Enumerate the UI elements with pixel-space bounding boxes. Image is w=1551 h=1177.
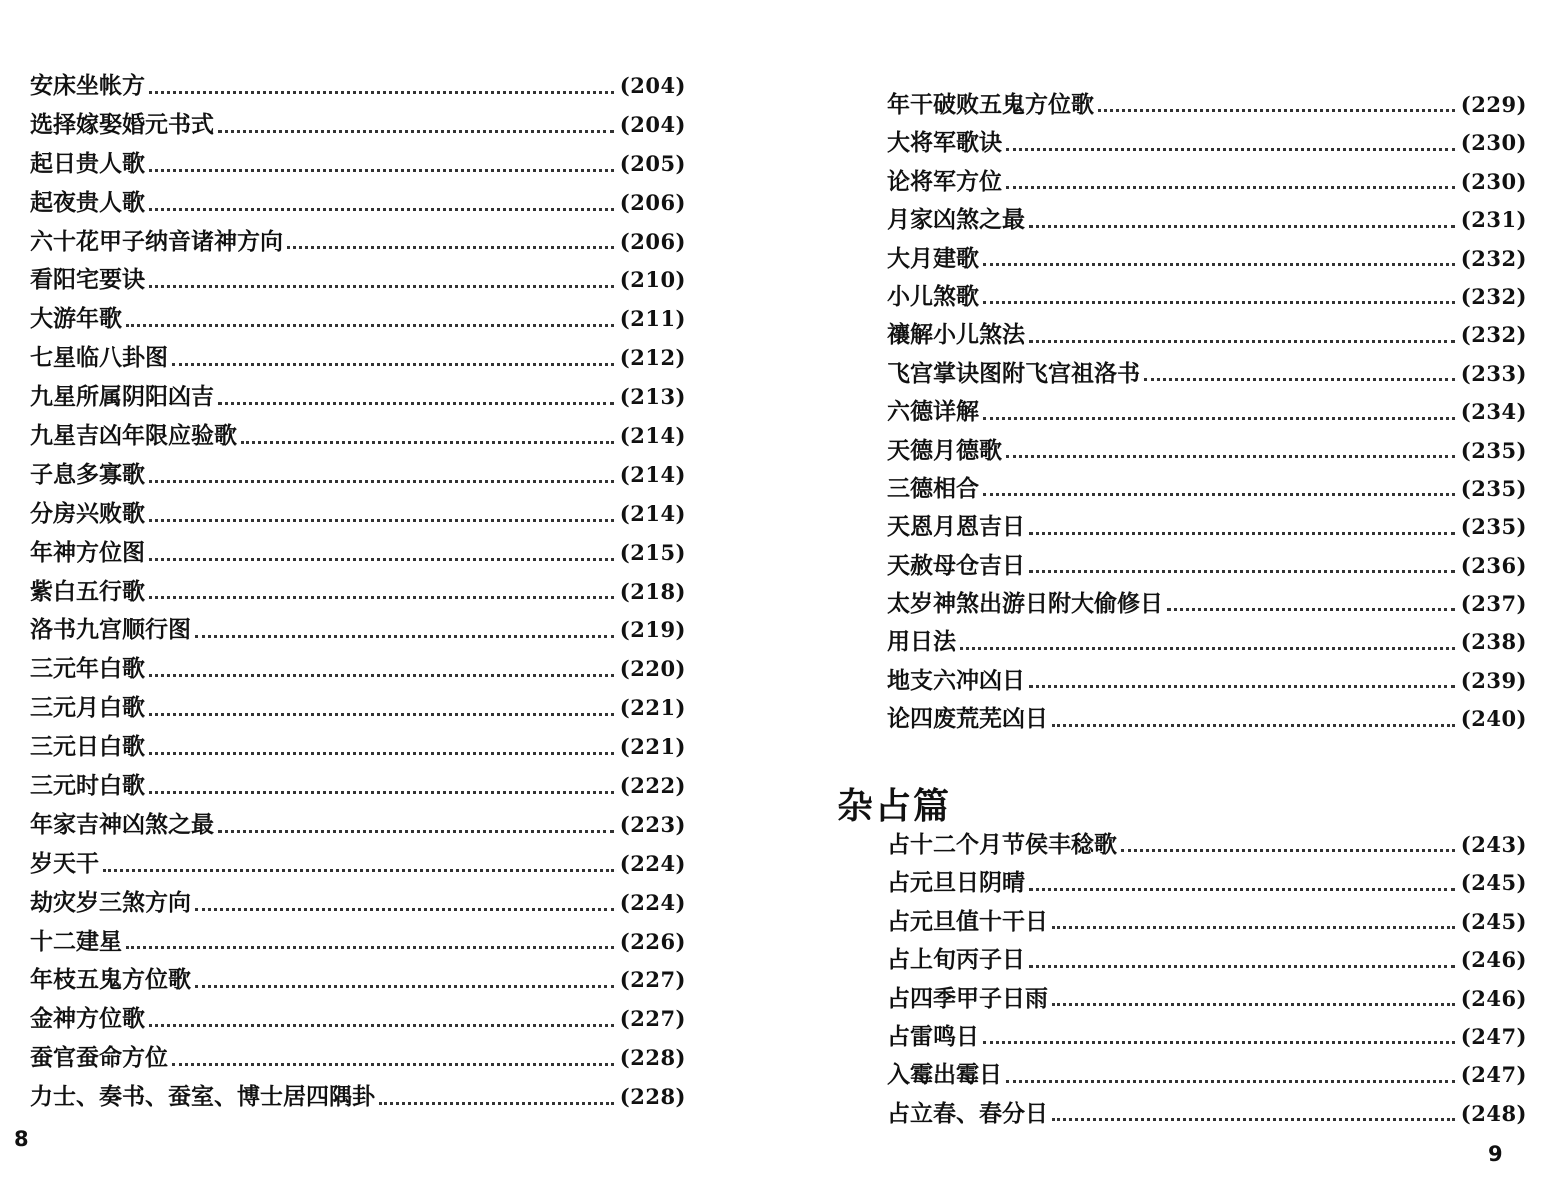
dot-leader (379, 1102, 614, 1105)
toc-entry (887, 585, 1527, 623)
entry-title: 起夜贵人歌 (30, 188, 145, 216)
toc-entry (887, 316, 1527, 354)
dot-leader (126, 324, 614, 327)
entry-page-number: (235) (1460, 475, 1527, 501)
entry-page-number: (230) (1460, 168, 1527, 194)
page-number-left: 8 (14, 1127, 29, 1151)
entry-page-number: (227) (619, 967, 686, 993)
page-number-right: 9 (1488, 1142, 1503, 1166)
dot-leader (149, 519, 614, 522)
entry-title: 洛书九宫顺行图 (30, 616, 191, 644)
toc-entry (30, 728, 686, 767)
dot-leader (149, 713, 614, 716)
entry-title: 岁天干 (30, 849, 99, 877)
entry-title: 三德相合 (887, 474, 979, 502)
dot-leader (149, 1024, 614, 1027)
toc-entry (887, 393, 1527, 431)
entry-title: 入霉出霉日 (887, 1061, 1002, 1089)
toc-entry (30, 1078, 686, 1117)
toc-entry (887, 201, 1527, 239)
dot-leader (1144, 378, 1455, 381)
dot-leader (103, 869, 614, 872)
toc-entry (30, 223, 686, 262)
toc-entry (30, 300, 686, 339)
entry-title: 年干破败五鬼方位歌 (887, 90, 1094, 118)
dot-leader (1029, 570, 1455, 573)
entry-title: 九星所属阴阳凶吉 (30, 383, 214, 411)
entry-title: 子息多寡歌 (30, 460, 145, 488)
entry-title: 天德月德歌 (887, 436, 1002, 464)
dot-leader (218, 830, 614, 833)
entry-page-number: (219) (619, 617, 686, 643)
left-page (0, 0, 775, 1177)
entry-title: 天赦母仓吉日 (887, 551, 1025, 579)
entry-page-number: (214) (619, 423, 686, 448)
entry-page-number: (238) (1460, 629, 1527, 655)
toc-entry (887, 240, 1527, 278)
toc-entry (887, 623, 1527, 661)
toc-entry (887, 163, 1527, 201)
entry-title: 占雷鸣日 (887, 1022, 979, 1050)
entry-title: 占元旦值十干日 (887, 907, 1048, 935)
toc-entry (887, 826, 1527, 864)
toc-entry (30, 534, 686, 573)
entry-page-number: (205) (619, 150, 686, 176)
entry-page-number: (212) (619, 345, 686, 371)
toc-entry (30, 1000, 686, 1039)
entry-page-number: (214) (619, 461, 686, 487)
entry-page-number: (235) (1460, 437, 1527, 463)
dot-leader (149, 791, 614, 794)
entry-page-number: (230) (1460, 130, 1527, 156)
toc-entry (30, 573, 686, 612)
toc-list-right (887, 86, 1527, 739)
entry-page-number: (224) (619, 889, 686, 915)
entry-page-number: (232) (1460, 245, 1527, 271)
toc-entry (887, 432, 1527, 470)
entry-title: 力士、奏书、蚕室、博士居四隅卦 (30, 1083, 375, 1111)
entry-page-number: (204) (619, 111, 686, 137)
dot-leader (149, 752, 614, 755)
entry-page-number: (247) (1460, 1062, 1527, 1088)
entry-page-number: (204) (619, 72, 686, 98)
toc-entry (30, 339, 686, 378)
entry-title: 金神方位歌 (30, 1005, 145, 1033)
toc-entry (887, 662, 1527, 700)
entry-page-number: (232) (1460, 322, 1527, 348)
toc-entry (30, 378, 686, 417)
toc-entry (887, 864, 1527, 902)
dot-leader (983, 1041, 1455, 1044)
entry-title: 论将军方位 (887, 167, 1002, 195)
entry-title: 看阳宅要诀 (30, 266, 145, 294)
toc-entry (30, 67, 686, 106)
entry-title: 小儿煞歌 (887, 282, 979, 310)
entry-title: 占四季甲子日雨 (887, 984, 1048, 1012)
toc-entry (30, 689, 686, 728)
dot-leader (1029, 965, 1455, 968)
entry-title: 月家凶煞之最 (887, 206, 1025, 234)
entry-page-number: (236) (1460, 552, 1527, 578)
entry-page-number: (228) (619, 1045, 686, 1071)
entry-page-number: (206) (619, 189, 686, 215)
entry-title: 安床坐帐方 (30, 71, 145, 99)
entry-title: 紫白五行歌 (30, 577, 145, 605)
dot-leader (195, 908, 614, 911)
entry-title: 六德详解 (887, 398, 979, 426)
entry-page-number: (248) (1460, 1100, 1527, 1126)
toc-entry (887, 980, 1527, 1018)
toc-entry (30, 417, 686, 456)
entry-page-number: (206) (619, 228, 686, 254)
dot-leader (1029, 340, 1455, 343)
entry-title: 三元日白歌 (30, 733, 145, 761)
toc-entry (887, 470, 1527, 508)
entry-page-number: (245) (1460, 870, 1527, 896)
toc-entry (887, 1095, 1527, 1133)
toc-entry (30, 456, 686, 495)
entry-page-number: (246) (1460, 947, 1527, 973)
toc-list-section (887, 826, 1527, 1133)
toc-entry (30, 884, 686, 923)
dot-leader (149, 208, 614, 211)
toc-entry (887, 903, 1527, 941)
dot-leader (1052, 1118, 1455, 1121)
toc-entry (887, 1056, 1527, 1094)
entry-page-number: (223) (619, 811, 686, 837)
dot-leader (241, 441, 614, 444)
dot-leader (1006, 148, 1455, 151)
entry-page-number: (211) (619, 306, 686, 332)
dot-leader (126, 946, 614, 949)
entry-title: 选择嫁娶婚元书式 (30, 110, 214, 138)
toc-list-left (30, 67, 686, 1117)
dot-leader (1052, 724, 1455, 727)
entry-title: 劫灾岁三煞方向 (30, 888, 191, 916)
entry-title: 九星吉凶年限应验歌 (30, 422, 237, 449)
entry-title: 起日贵人歌 (30, 149, 145, 177)
dot-leader (983, 493, 1455, 496)
section-heading: 杂占篇 (837, 785, 952, 827)
entry-page-number: (215) (619, 539, 686, 565)
toc-entry (887, 508, 1527, 546)
entry-page-number: (232) (1460, 283, 1527, 309)
dot-leader (983, 301, 1455, 304)
dot-leader (195, 985, 614, 988)
entry-title: 大游年歌 (30, 305, 122, 333)
dot-leader (149, 169, 614, 172)
dot-leader (1052, 1003, 1455, 1006)
dot-leader (172, 1063, 614, 1066)
toc-entry (887, 941, 1527, 979)
toc-entry (30, 106, 686, 145)
toc-entry (887, 547, 1527, 585)
dot-leader (149, 596, 614, 599)
dot-leader (218, 130, 614, 133)
entry-title: 太岁神煞出游日附大偷修日 (887, 590, 1163, 618)
entry-title: 六十花甲子纳音诸神方向 (30, 227, 283, 255)
dot-leader (983, 263, 1455, 266)
toc-entry (30, 184, 686, 223)
entry-title: 三元月白歌 (30, 694, 145, 722)
entry-title: 蚕官蚕命方位 (30, 1044, 168, 1072)
toc-entry (887, 700, 1527, 738)
entry-page-number: (240) (1460, 706, 1527, 732)
entry-title: 十二建星 (30, 927, 122, 955)
dot-leader (1029, 225, 1455, 228)
dot-leader (1006, 186, 1455, 189)
entry-title: 飞宫掌诀图附飞宫祖洛书 (887, 359, 1140, 387)
entry-page-number: (214) (619, 500, 686, 526)
entry-page-number: (245) (1460, 908, 1527, 934)
dot-leader (1029, 888, 1455, 891)
entry-page-number: (221) (619, 695, 686, 721)
dot-leader (1029, 685, 1455, 688)
entry-title: 三元年白歌 (30, 655, 145, 683)
toc-entry (887, 1018, 1527, 1056)
entry-page-number: (221) (619, 734, 686, 760)
toc-entry (30, 261, 686, 300)
entry-page-number: (213) (619, 384, 686, 410)
entry-page-number: (247) (1460, 1023, 1527, 1049)
entry-title: 占上旬丙子日 (887, 946, 1025, 974)
toc-entry (30, 923, 686, 962)
dot-leader (172, 363, 614, 366)
entry-title: 地支六冲凶日 (887, 666, 1025, 694)
dot-leader (1006, 455, 1455, 458)
toc-entry (30, 145, 686, 184)
dot-leader (195, 635, 614, 638)
entry-title: 大将军歌诀 (887, 129, 1002, 157)
entry-page-number: (243) (1460, 831, 1527, 857)
dot-leader (149, 674, 614, 677)
entry-page-number: (226) (619, 928, 686, 954)
entry-title: 三元时白歌 (30, 772, 145, 800)
toc-entry (30, 650, 686, 689)
right-page (775, 0, 1551, 1177)
dot-leader (1121, 849, 1455, 852)
entry-page-number: (234) (1460, 399, 1527, 425)
entry-page-number: (218) (619, 578, 686, 604)
entry-page-number: (228) (619, 1084, 686, 1110)
toc-entry (887, 278, 1527, 316)
entry-title: 占立春、春分日 (887, 1099, 1048, 1127)
entry-title: 用日法 (887, 628, 956, 656)
entry-page-number: (227) (619, 1006, 686, 1032)
entry-page-number: (220) (619, 656, 686, 682)
entry-page-number: (210) (619, 267, 686, 293)
dot-leader (1098, 109, 1455, 112)
dot-leader (1006, 1080, 1455, 1083)
entry-title: 年神方位图 (30, 538, 145, 566)
entry-page-number: (224) (619, 850, 686, 876)
entry-page-number: (237) (1460, 591, 1527, 617)
dot-leader (983, 417, 1455, 420)
entry-page-number: (235) (1460, 514, 1527, 540)
entry-title: 论四废荒芜凶日 (887, 705, 1048, 733)
entry-title: 禳解小儿煞法 (887, 321, 1025, 349)
toc-entry (30, 767, 686, 806)
toc-entry (887, 124, 1527, 162)
dot-leader (149, 91, 614, 94)
entry-title: 大月建歌 (887, 244, 979, 272)
dot-leader (149, 558, 614, 561)
entry-page-number: (222) (619, 773, 686, 799)
entry-page-number: (246) (1460, 985, 1527, 1011)
dot-leader (287, 246, 614, 249)
dot-leader (960, 647, 1455, 650)
entry-title: 占十二个月节侯丰稔歌 (887, 830, 1117, 858)
toc-entry (30, 961, 686, 1000)
entry-title: 占元旦日阴晴 (887, 869, 1025, 897)
toc-entry (30, 845, 686, 884)
dot-leader (149, 285, 614, 288)
entry-page-number: (239) (1460, 667, 1527, 693)
entry-page-number: (233) (1460, 360, 1527, 386)
toc-entry (887, 86, 1527, 124)
toc-entry (30, 806, 686, 845)
entry-page-number: (229) (1460, 91, 1527, 117)
entry-title: 分房兴败歌 (30, 499, 145, 527)
dot-leader (149, 480, 614, 483)
toc-entry (30, 1039, 686, 1078)
entry-page-number: (231) (1460, 207, 1527, 233)
dot-leader (1052, 926, 1455, 929)
toc-entry (30, 495, 686, 534)
entry-title: 七星临八卦图 (30, 344, 168, 372)
entry-title: 年枝五鬼方位歌 (30, 966, 191, 994)
dot-leader (1167, 608, 1455, 611)
entry-title: 年家吉神凶煞之最 (30, 810, 214, 838)
toc-entry (30, 611, 686, 650)
entry-title: 天恩月恩吉日 (887, 513, 1025, 541)
dot-leader (1029, 532, 1455, 535)
dot-leader (218, 402, 614, 405)
toc-entry (887, 355, 1527, 393)
